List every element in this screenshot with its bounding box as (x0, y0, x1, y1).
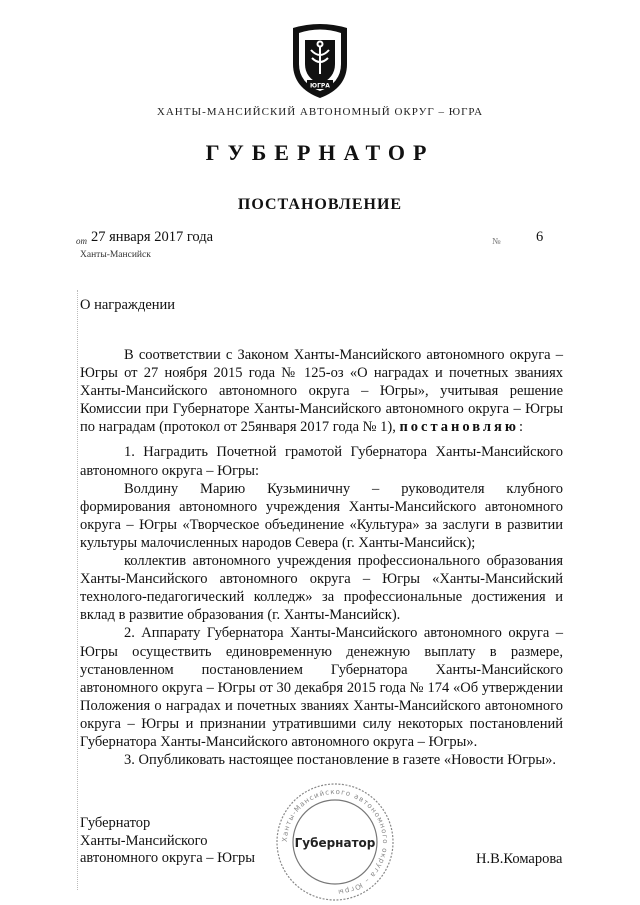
signatory-name: Н.В.Комарова (476, 851, 563, 867)
signatory-title (80, 815, 255, 868)
coat-of-arms-icon (285, 20, 355, 100)
preamble-paragraph (80, 346, 563, 436)
stamp-text: Губернатор (294, 836, 376, 850)
resolve-word: постановляю (399, 419, 519, 436)
document-body (80, 346, 563, 769)
paragraph-2: 2. Аппарату Губернатора Ханты-Мансийского автономного округа – Югры осуществить единовременную денежную выплату в размере, установленном постановлением Губернатора Ханты-Мансийского автономного округа – Югры от 30 декабря 2015 года № 174 «Об утверждении Положения о наградах и почетных званиях Ханты-Мансийского автономного округа – Югры и признании утратившими силу некоторых постановлений Губернатора Ханты-Мансийского автономного округа – Югры». (80, 625, 563, 750)
document-subject: О награждении (80, 297, 176, 313)
number-sign: № (492, 236, 501, 246)
emblem-text: ЮГРА (310, 82, 330, 90)
paragraph-3: 3. Опубликовать настоящее постановление в газете «Новости Югры». (124, 752, 557, 769)
page-title: ГУБЕРНАТОР (205, 140, 435, 165)
document-type: ПОСТАНОВЛЕНИЕ (237, 196, 403, 213)
region-name: ХАНТЫ-МАНСИЙСКИЙ АВТОНОМНЫЙ ОКРУГ – ЮГРА (156, 106, 484, 118)
stamp-ring-text: Ханты-Мансийского автономного округа – Югры (280, 787, 390, 897)
city: Ханты-Мансийск (80, 250, 151, 260)
resolve-colon: : (519, 419, 524, 436)
paragraph-1b: коллектив автономного учреждения профессионального образования Ханты-Мансийского автономного округа – Югры «Ханты-Мансийский технолого-педагогический колледж» за профессиональные достижения и вклад в развитие образования (г. Ханты-Мансийск). (80, 553, 563, 624)
signatory-line-3: автономного округа – Югры (80, 850, 256, 866)
date-prefix: от (76, 236, 87, 246)
signatory-line-2: Ханты-Мансийского (80, 832, 208, 849)
paragraph-1a: Волдину Марию Кузьминичну – руководителя клубного формирования автономного учреждения Ханты-Мансийского автономного округа – Югры «Творческое объединение «Культура» за заслуги в развитии культуры малочисленных народов Севера (г. Ханты-Мансийск); (80, 480, 563, 551)
preamble-text: В соответствии с Законом Ханты-Мансийского автономного округа – Югры от 27 ноября 2015 года № 125-оз «О наградах и почетных званиях Ханты-Мансийского автономного округа – Югры», учитывая решение Комиссии при Губернаторе Ханты-Мансийского автономного округа – Югры по наградам (протокол от 25января 2017 года № 1), (80, 347, 563, 436)
document-date: 27 января 2017 года (91, 229, 214, 245)
signatory-line-1: Губернатор (80, 815, 151, 831)
official-stamp (270, 780, 400, 905)
document-number: 6 (536, 229, 544, 245)
paragraph-1: 1. Наградить Почетной грамотой Губернатора Ханты-Мансийского автономного округа – Югры: (80, 444, 563, 479)
